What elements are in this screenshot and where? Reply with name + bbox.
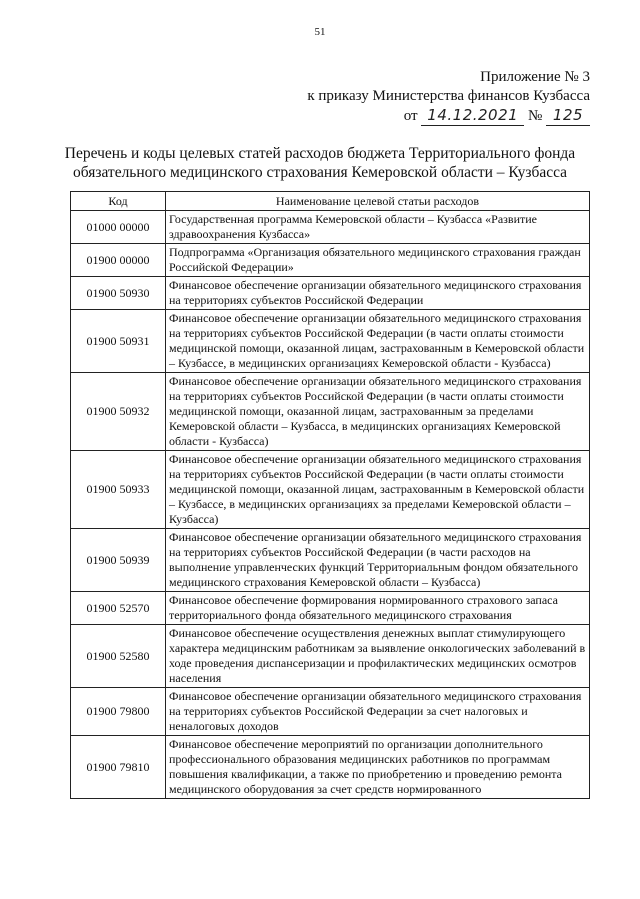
row-name-cell: Государственная программа Кемеровской области – Кузбасса «Развитие здравоохранения Кузбасса» (166, 211, 590, 244)
appendix-subtitle: к приказу Министерства финансов Кузбасса (307, 88, 590, 104)
row-code-cell: 01900 52570 (71, 592, 166, 625)
row-name-cell: Финансовое обеспечение организации обязательного медицинского страхования на территориях субъектов Российской Федерации (в части оплаты стоимости медицинской помощи, оказанной лицам, застрахованным в Кемеровской области – Кузбассе, в медицинских организациях за пределами Кемеровской области – Кузбасса) (166, 451, 590, 529)
row-name-cell: Финансовое обеспечение формирования нормированного страхового запаса территориального фонда обязательного медицинского страхования (166, 592, 590, 625)
table-row (71, 736, 590, 799)
row-code-cell: 01900 50931 (71, 310, 166, 373)
table-row (71, 529, 590, 592)
appendix-title: Приложение № 3 (480, 69, 590, 85)
table-row (71, 277, 590, 310)
row-code-cell: 01900 50930 (71, 277, 166, 310)
table-body (71, 211, 590, 799)
row-code-cell: 01000 00000 (71, 211, 166, 244)
row-code-cell: 01900 79800 (71, 688, 166, 736)
row-code-cell: 01900 50933 (71, 451, 166, 529)
date-prefix: от (403, 108, 418, 124)
row-code-cell: 01900 00000 (71, 244, 166, 277)
row-name-cell: Финансовое обеспечение организации обязательного медицинского страхования на территориях субъектов Российской Федерации (в части оплаты стоимости медицинской помощи, оказанной лицам, застрахованным в Кемеровской области – Кузбассе, в медицинских организациях Кемеровской области - Кузбасса) (166, 310, 590, 373)
table-row (71, 592, 590, 625)
order-date-number-line (307, 106, 590, 126)
page-number: 51 (314, 26, 326, 38)
target-articles-table (70, 191, 590, 799)
row-name-cell: Финансовое обеспечение организации обязательного медицинского страхования на территориях субъектов Российской Федерации (166, 277, 590, 310)
column-header-name: Наименование целевой статьи расходов (166, 192, 590, 211)
row-name-cell: Финансовое обеспечение организации обязательного медицинского страхования на территориях субъектов Российской Федерации (в части оплаты стоимости медицинской помощи, оказанной лицам, застрахованным за пределами Кемеровской области – Кузбасса, в медицинских организациях Кемеровской области - Кузбасса) (166, 373, 590, 451)
row-name-cell: Финансовое обеспечение мероприятий по организации дополнительного профессионального образования медицинских работников по программам повышения квалификации, а также по приобретению и проведению ремонта медицинского оборудования за счет средств нормированного (166, 736, 590, 799)
page-bottom-margin (0, 832, 640, 899)
row-code-cell: 01900 50939 (71, 529, 166, 592)
table-header-row (71, 192, 590, 211)
table-row (71, 451, 590, 529)
number-prefix: № (527, 108, 543, 124)
appendix-header (307, 68, 590, 126)
row-name-cell: Финансовое обеспечение организации обязательного медицинского страхования на территориях субъектов Российской Федерации за счет налоговых и неналоговых доходов (166, 688, 590, 736)
table-row (71, 373, 590, 451)
handwritten-date: 14.12.2021 (421, 106, 524, 126)
row-code-cell: 01900 50932 (71, 373, 166, 451)
document-title: Перечень и коды целевых статей расходов бюджета Территориального фонда обязательного медицинского страхования Кемеровской области – Кузбасса (64, 145, 576, 181)
row-code-cell: 01900 52580 (71, 625, 166, 688)
handwritten-order-number: 125 (546, 106, 590, 126)
table-row (71, 310, 590, 373)
row-name-cell: Финансовое обеспечение осуществления денежных выплат стимулирующего характера медицинским работникам за выявление онкологических заболеваний в ходе проведения диспансеризации и профилактических медицинских осмотров населения (166, 625, 590, 688)
table-row (71, 625, 590, 688)
table-row (71, 688, 590, 736)
table-row (71, 244, 590, 277)
row-name-cell: Подпрограмма «Организация обязательного медицинского страхования граждан Российской Федерации» (166, 244, 590, 277)
row-code-cell: 01900 79810 (71, 736, 166, 799)
row-name-cell: Финансовое обеспечение организации обязательного медицинского страхования на территориях субъектов Российской Федерации (в части расходов на выполнение управленческих функций Территориальным фондом обязательного медицинского страхования Кемеровской области – Кузбасса) (166, 529, 590, 592)
column-header-code: Код (71, 192, 166, 211)
table-row (71, 211, 590, 244)
